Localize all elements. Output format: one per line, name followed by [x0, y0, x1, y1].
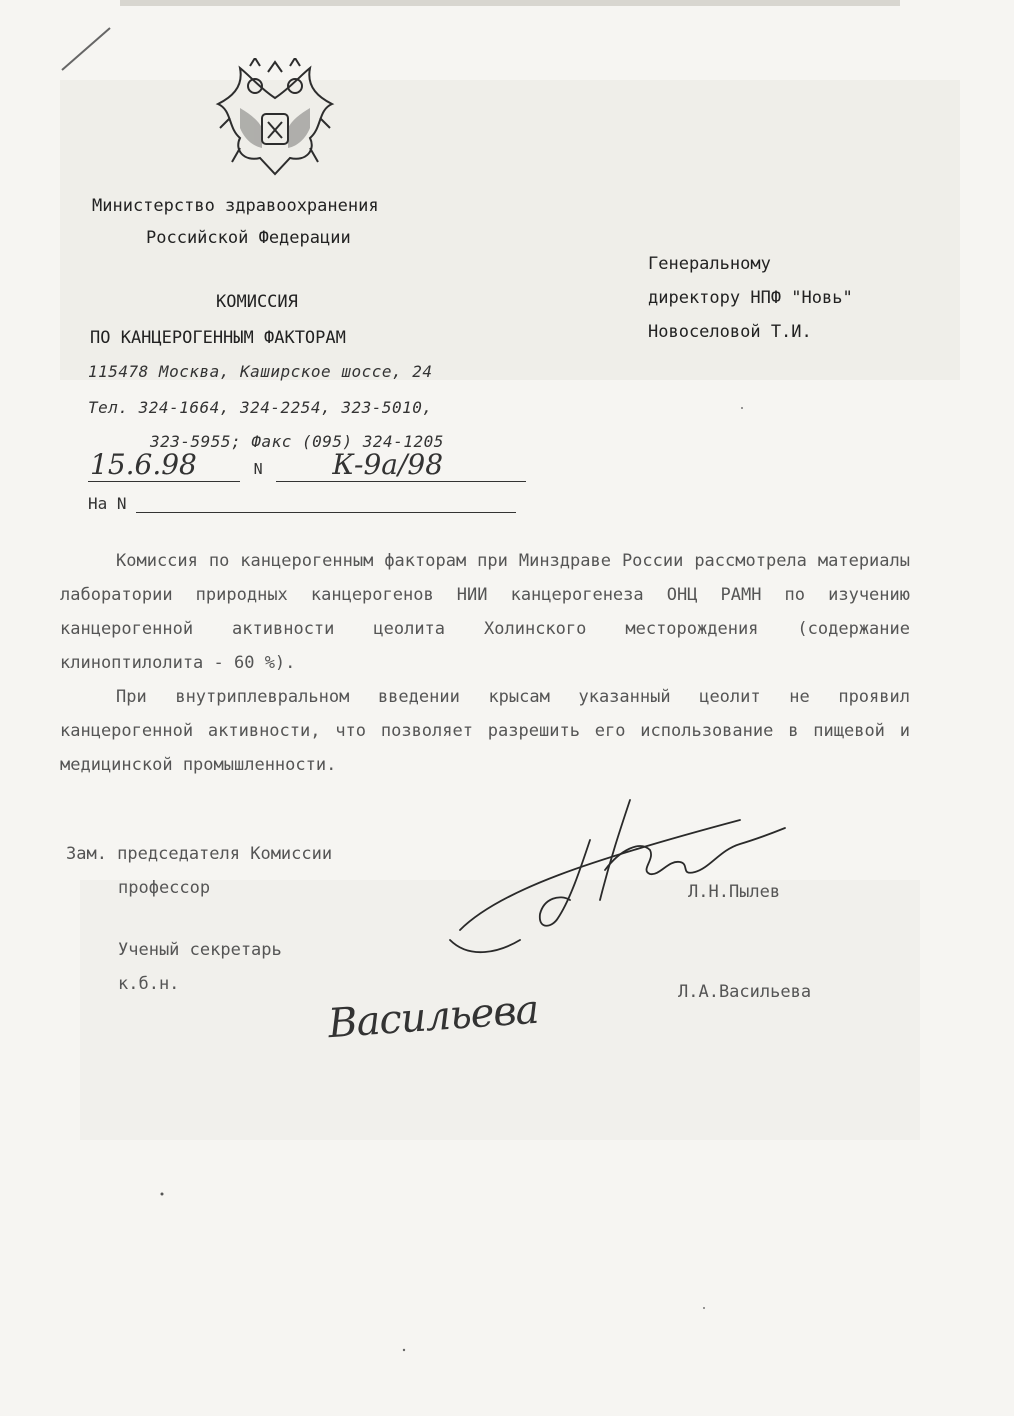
- deputy-rank: профессор: [118, 878, 211, 898]
- secretary-handwritten-signature: Васильева: [326, 986, 540, 1048]
- recipient-line-3: Новоселовой Т.И.: [648, 322, 812, 342]
- commission-phones-2: 323-5955; Факс (095) 324-1205: [150, 432, 444, 451]
- reply-label: На N: [88, 494, 127, 513]
- secretary-name: Л.А.Васильева: [678, 982, 812, 1002]
- number-label: N: [253, 460, 263, 478]
- recipient-line-2: директору НПФ "Новь": [648, 288, 853, 308]
- secretary-title: Ученый секретарь: [118, 940, 282, 960]
- deputy-name: Л.Н.Пылев: [688, 882, 781, 902]
- document-number: К-9а/98: [276, 448, 526, 482]
- deputy-title: Зам. председателя Комиссии: [66, 844, 333, 864]
- body-paragraph-1: Комиссия по канцерогенным факторам при Минздраве России рассмотрела материалы лаборатории природных канцерогенов НИИ канцерогенеза ОНЦ РАМН по изучению канцерогенной активности цеолита Холинского месторождения (содержание клиноптилолита - 60 %).: [60, 551, 910, 673]
- ministry-line-2: Российской Федерации: [146, 228, 351, 248]
- commission-phones-1: Тел. 324-1664, 324-2254, 323-5010,: [88, 398, 433, 417]
- commission-line-1: КОМИССИЯ: [216, 292, 298, 312]
- document-date: 15.6.98: [88, 448, 240, 482]
- body-paragraph-2: При внутриплевральном введении крысам указанный цеолит не проявил канцерогенной активности, что позволяет разрешить его использование в пищевой и медицинской промышленности.: [60, 687, 910, 775]
- recipient-line-1: Генеральному: [648, 254, 771, 274]
- ministry-line-1: Министерство здравоохранения: [92, 196, 379, 216]
- commission-address: 115478 Москва, Каширское шоссе, 24: [88, 362, 433, 381]
- commission-line-2: ПО КАНЦЕРОГЕННЫМ ФАКТОРАМ: [90, 328, 346, 348]
- secretary-degree: к.б.н.: [118, 974, 180, 994]
